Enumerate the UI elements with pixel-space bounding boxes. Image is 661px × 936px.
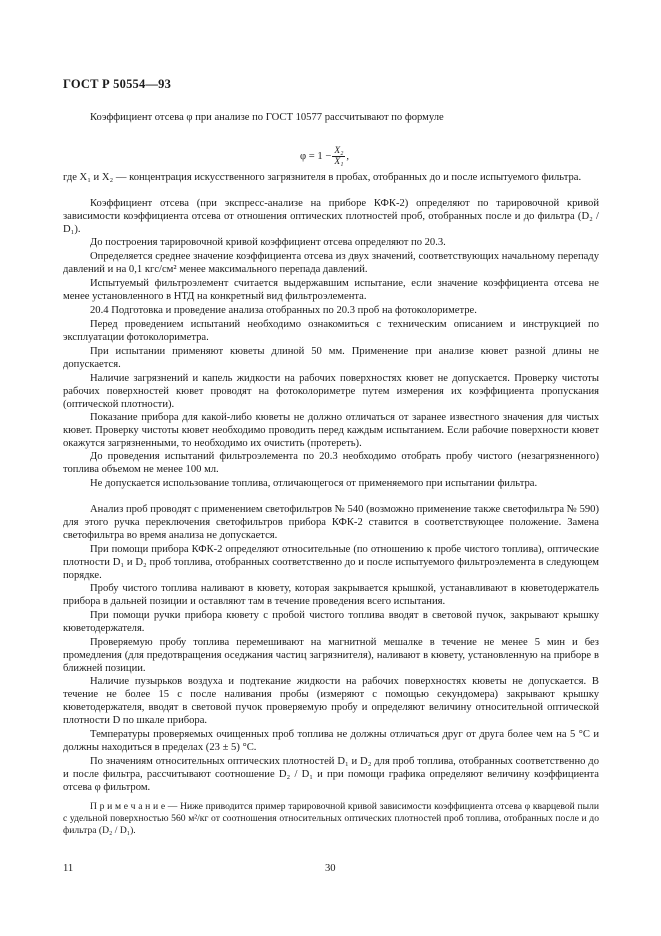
paragraph: При помощи прибора КФК-2 определяют относительные (по отношению к пробе чистого топлива), оптические плотности D₁ и D₂ проб топлива, отобранных соответственно до и после испытуемого фильтроэлемента в следующем порядке. <box>63 544 599 581</box>
formula-lhs: φ = 1 − <box>300 151 332 162</box>
document-header: ГОСТ Р 50554—93 <box>63 77 172 91</box>
formula <box>300 146 349 167</box>
paragraph: Определяется среднее значение коэффициента отсева из двух значений, соответствующих начальному перепаду давлений и на 0,1 кгс/см² менее максимального перепада давлений. <box>63 251 599 275</box>
paragraph: Пробу чистого топлива наливают в кювету, которая закрывается крышкой, устанавливают в кюветодержатель прибора в дальней позиции и оставляют там в течение проведения всего испытания. <box>63 583 599 607</box>
paragraph: Испытуемый фильтроэлемент считается выдержавшим испытание, если значение коэффициента отсева не менее установленного в НТД на конкретный вид фильтроэлемента. <box>63 278 599 302</box>
paragraph-formula-intro: Коэффициент отсева φ при анализе по ГОСТ 10577 рассчитывают по формуле <box>90 112 444 123</box>
paragraph: Температуры проверяемых очищенных проб топлива не должны отличаться друг от друга более чем на 5 °С и должны находиться в пределах (23 ± 5) °С. <box>63 729 599 753</box>
footer-left-number: 11 <box>63 863 74 874</box>
paragraph: Проверяемую пробу топлива перемешивают на магнитной мешалке в течение не менее 5 мин и без промедления (для предотвращения оседжания частиц загрязнителя), наливают в кювету, установленную на приборе в ближней позиции. <box>63 637 599 674</box>
paragraph: До проведения испытаний фильтроэлемента по 20.3 необходимо отобрать пробу чистого (незагрязненного) топлива объемом не менее 100 мл. <box>63 451 599 475</box>
paragraph: Наличие загрязнений и капель жидкости на рабочих поверхностях кювет не допускается. Проверку чистоты рабочих поверхностей кювет проводят на фотоколориметре путем измерения их коэффициента пропускания (оптической плотности). <box>63 373 599 410</box>
paragraph: До построения тарировочной кривой коэффициент отсева определяют по 20.3. <box>90 237 446 248</box>
paragraph: Наличие пузырьков воздуха и подтекание жидкости на рабочих поверхностях кюветы не допускается. В течение не более 15 с после наливания пробы (измеряют с помощью секундомера) закрывают крышку кюветодержателя, вводят в световой пучок проверяемую пробу и определяют величину относительной оптической плотности D по шкале прибора. <box>63 676 599 726</box>
page-number: 30 <box>325 863 336 874</box>
paragraph: Перед проведением испытаний необходимо ознакомиться с техническим описанием и инструкцией по эксплуатации фотоколориметра. <box>63 319 599 343</box>
paragraph: При испытании применяют кюветы длиной 50 мм. Применение при анализе кювет разной длины не допускается. <box>63 346 599 370</box>
section-heading-20-4: 20.4 Подготовка и проведение анализа отобранных по 20.3 проб на фотоколориметре. <box>90 305 477 316</box>
paragraph: Показание прибора для какой-либо кюветы не должно отличаться от заранее известного значения для чистых кювет. Проверку чистоты кювет необходимо проводить перед каждым испытанием. Если рабочие поверхности кювет окажутся загрязненными, то необходимо их очистить (протереть). <box>63 412 599 449</box>
formula-tail: , <box>346 151 350 162</box>
paragraph: Не допускается использование топлива, отличающегося от применяемого при испытании фильтра. <box>90 478 538 489</box>
paragraph: Коэффициент отсева (при экспресс-анализе на приборе КФК-2) определяют по тарировочной кривой зависимости коэффициента отсева от отношения оптических плотностей проб, отобранных после и до фильтра (D₂ / D₁). <box>63 198 599 235</box>
paragraph: При помощи ручки прибора кювету с пробой чистого топлива вводят в световой пучок, закрывают крышку кюветодержателя. <box>63 610 599 634</box>
paragraph: По значениям относительных оптических плотностей D₁ и D₂ для проб топлива, отобранных соответственно до и после фильтра, рассчитывают соотношение D₂ / D₁ и при помощи графика определяют величину коэффициента отсева φ фильтром. <box>63 756 599 793</box>
formula-numerator: X₂ <box>334 146 344 156</box>
paragraph-where: где X₁ и X₂ — концентрация искусственного загрязнителя в пробах, отобранных до и после испытуемого фильтра. <box>63 172 582 183</box>
formula-fraction <box>332 146 345 167</box>
formula-denominator: X₁ <box>334 157 344 167</box>
paragraph: Анализ проб проводят с применением светофильтров № 540 (возможно применение также светофильтра № 590) для этого ручка переключения светофильтров прибора КФК-2 ставится в соответствующее положение. Замена светофильтра во время анализа не допускается. <box>63 504 599 541</box>
note: П р и м е ч а н и е — Ниже приводится пример тарировочной кривой зависимости коэффициента отсева φ кварцевой пыли с удельной поверхностью 560 м²/кг от соотношения относительных оптических плотностей проб топлива, отобранных после и до фильтра (D₂ / D₁). <box>63 801 599 836</box>
